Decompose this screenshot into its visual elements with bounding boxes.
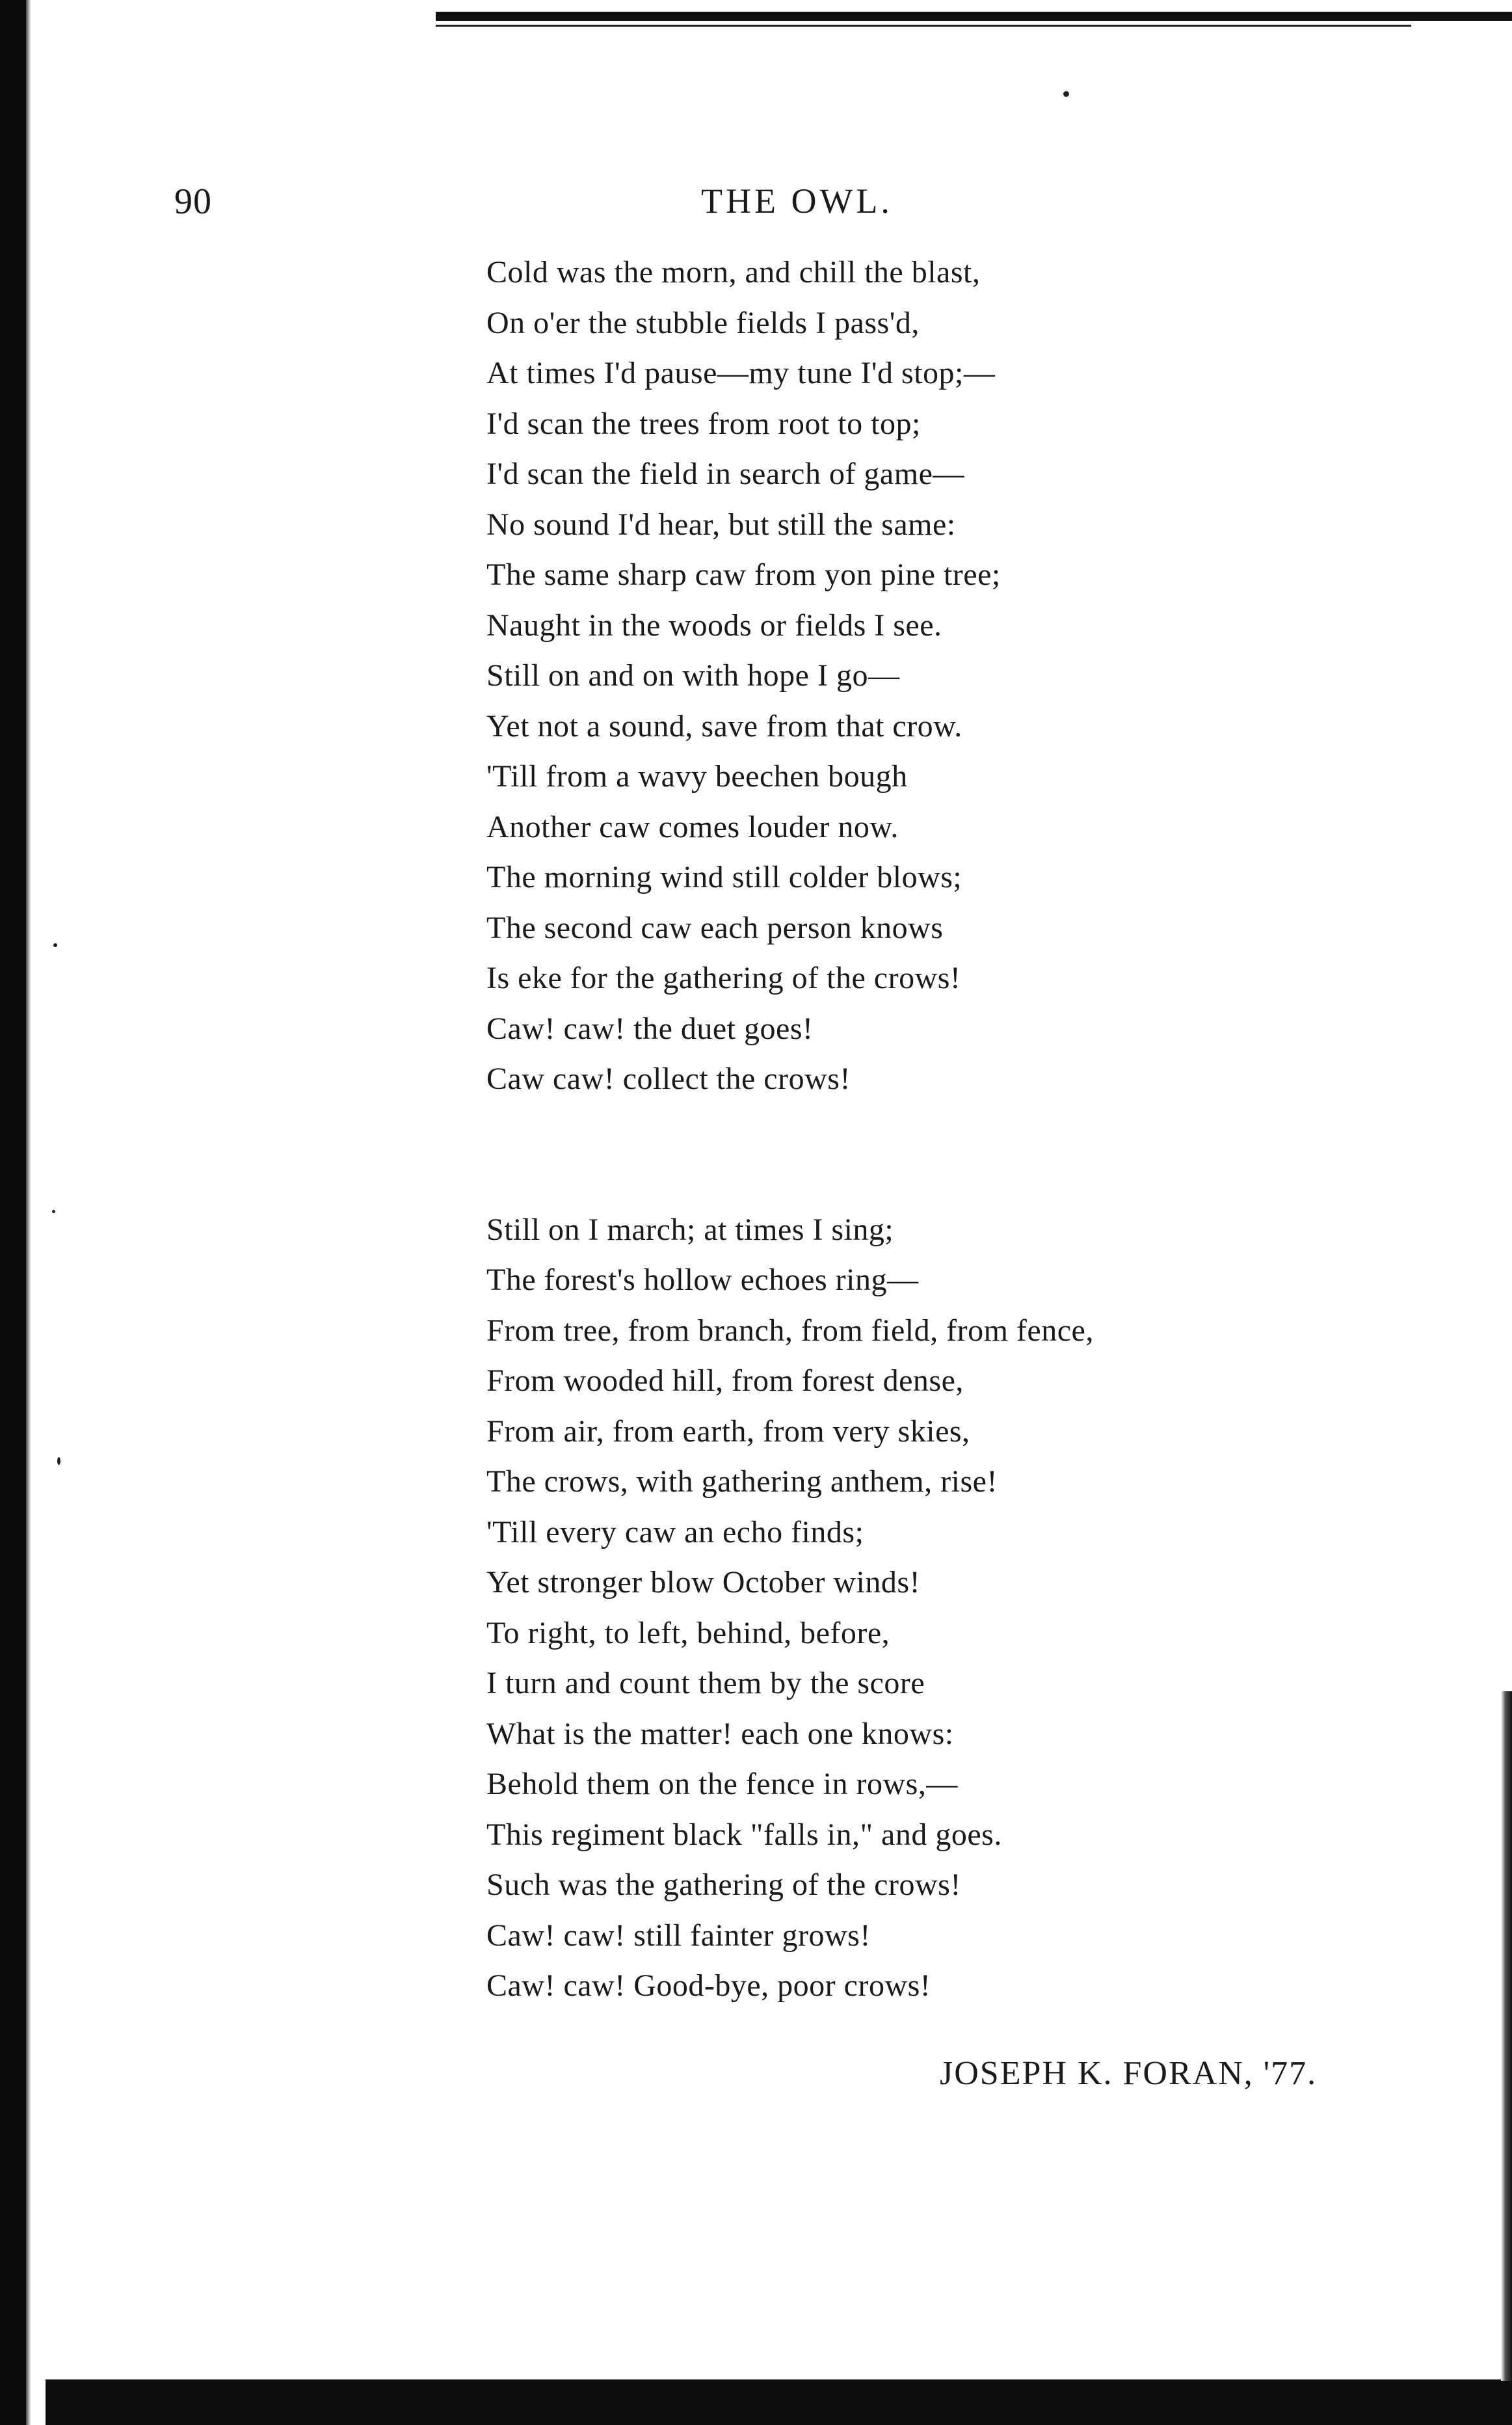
scan-speck — [57, 1457, 60, 1465]
stanza-1 — [486, 247, 1449, 1105]
poem-line: What is the matter! each one knows: — [486, 1716, 954, 1751]
poem-line: From wooded hill, from forest dense, — [486, 1363, 964, 1398]
poem-line: Such was the gathering of the crows! — [486, 1868, 961, 1902]
page-number: 90 — [174, 181, 212, 222]
poem-line: 'Till every caw an echo finds; — [486, 1514, 864, 1549]
running-head: THE OWL. — [701, 181, 893, 221]
stanza-2 — [486, 1205, 1449, 2011]
scan-left-border — [0, 0, 26, 2425]
scan-speck — [53, 943, 57, 947]
poem-line: The morning wind still colder blows; — [486, 860, 962, 894]
scan-right-edge — [1501, 1691, 1512, 2381]
poem-body — [486, 247, 1449, 2011]
poem-line: I'd scan the field in search of game— — [486, 457, 964, 491]
scan-speck — [1063, 91, 1069, 97]
poem-line: Caw caw! collect the crows! — [486, 1062, 851, 1096]
poem-line: From tree, from branch, from field, from fence, — [486, 1313, 1094, 1348]
poem-line: Caw! caw! still fainter grows! — [486, 1918, 871, 1953]
scan-speck — [52, 1210, 55, 1213]
poem-line: Is eke for the gathering of the crows! — [486, 961, 961, 995]
poem-line: Caw! caw! the duet goes! — [486, 1011, 814, 1046]
poem-line: No sound I'd hear, but still the same: — [486, 507, 956, 542]
poem-line: 'Till from a wavy beechen bough — [486, 759, 908, 794]
poem-line: I turn and count them by the score — [486, 1666, 925, 1700]
poem-line: Another caw comes louder now. — [486, 809, 899, 844]
poem-line: Behold them on the fence in rows,— — [486, 1767, 958, 1801]
poem-line: Yet stronger blow October winds! — [486, 1565, 921, 1600]
poem-line: To right, to left, behind, before, — [486, 1615, 890, 1650]
poem-line: I'd scan the trees from root to top; — [486, 406, 921, 441]
poem-line: Caw! caw! Good-bye, poor crows! — [486, 1968, 931, 2003]
author-signature: JOSEPH K. FORAN, '77. — [940, 2055, 1318, 2092]
poem-line: From air, from earth, from very skies, — [486, 1413, 970, 1449]
poem-line: On o'er the stubble fields I pass'd, — [486, 305, 920, 340]
poem-line: Still on and on with hope I go— — [486, 658, 900, 693]
scan-left-edge — [26, 0, 31, 2425]
poem-line: The second caw each person knows — [486, 910, 944, 945]
poem-line: Yet not a sound, save from that crow. — [486, 708, 962, 744]
scan-top-rule — [436, 12, 1512, 21]
poem-line: The same sharp caw from yon pine tree; — [486, 557, 1001, 592]
scan-bottom-border — [46, 2379, 1512, 2425]
poem-line: The crows, with gathering anthem, rise! — [486, 1464, 998, 1499]
scan-top-rule-thin — [436, 25, 1411, 27]
poem-line: Cold was the morn, and chill the blast, — [486, 255, 981, 289]
poem-line: Still on I march; at times I sing; — [486, 1212, 894, 1247]
poem-line: This regiment black "falls in," and goes. — [486, 1817, 1002, 1852]
poem-line: The forest's hollow echoes ring— — [486, 1263, 919, 1297]
poem-line: At times I'd pause—my tune I'd stop;— — [486, 356, 996, 390]
poem-line: Naught in the woods or fields I see. — [486, 608, 942, 643]
